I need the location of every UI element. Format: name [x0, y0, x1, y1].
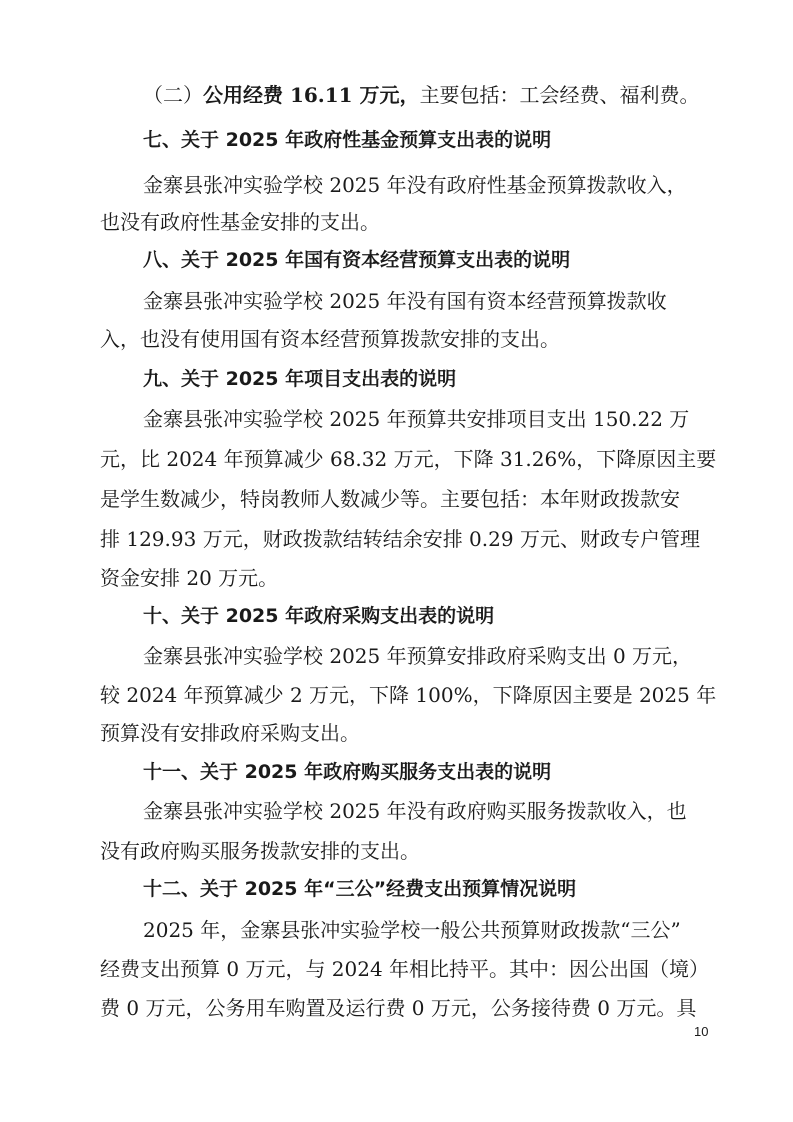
paragraph-line: 元，比 2024 年预算减少 68.32 万元，下降 31.26%，下降原因主要 [100, 447, 717, 471]
paragraph-line: 排 129.93 万元，财政拨款结转结余安排 0.29 万元、财政专户管理 [100, 527, 700, 551]
paragraph-line: 入，也没有使用国有资本经营预算拨款安排的支出。 [100, 327, 560, 351]
public-expense-amount: 公用经费 16.11 万元， [203, 83, 420, 107]
paragraph-line: 资金安排 20 万元。 [100, 566, 279, 590]
paragraph-line: 没有政府购买服务拨款安排的支出。 [100, 839, 420, 863]
paragraph-line: 2025 年，金寨县张冲实验学校一般公共预算财政拨款“三公” [143, 918, 681, 942]
section-heading-7: 七、关于 2025 年政府性基金预算支出表的说明 [143, 129, 552, 151]
paragraph-line: 金寨县张冲实验学校 2025 年预算共安排项目支出 150.22 万 [143, 407, 690, 431]
paragraph-line: 是学生数减少，特岗教师人数减少等。主要包括：本年财政拨款安 [100, 487, 680, 511]
section-heading-8: 八、关于 2025 年国有资本经营预算支出表的说明 [143, 249, 571, 271]
paragraph-line: 金寨县张冲实验学校 2025 年没有政府购买服务拨款收入，也 [143, 799, 687, 823]
section-heading-12: 十二、关于 2025 年“三公”经费支出预算情况说明 [143, 878, 577, 900]
paragraph-line: 也没有政府性基金安排的支出。 [100, 210, 380, 234]
page-number: 10 [694, 1024, 709, 1039]
paragraph-line: 金寨县张冲实验学校 2025 年没有政府性基金预算拨款收入， [143, 173, 687, 197]
section-heading-9: 九、关于 2025 年项目支出表的说明 [143, 368, 457, 390]
paragraph-line: 金寨县张冲实验学校 2025 年预算安排政府采购支出 0 万元， [143, 644, 693, 668]
paragraph-line: 经费支出预算 0 万元，与 2024 年相比持平。其中：因公出国（境） [100, 957, 710, 981]
paragraph-line: 较 2024 年预算减少 2 万元，下降 100%，下降原因主要是 2025 年 [100, 683, 717, 707]
public-expense-items: 主要包括：工会经费、福利费。 [419, 83, 700, 107]
section-heading-10: 十、关于 2025 年政府采购支出表的说明 [143, 605, 495, 627]
subsection-marker: （二） [143, 83, 203, 107]
paragraph-line: 预算没有安排政府采购支出。 [100, 721, 360, 745]
paragraph-line: 费 0 万元，公务用车购置及运行费 0 万元，公务接待费 0 万元。具 [100, 996, 697, 1020]
public-expense-line [143, 80, 700, 110]
section-heading-11: 十一、关于 2025 年政府购买服务支出表的说明 [143, 761, 552, 783]
paragraph-line: 金寨县张冲实验学校 2025 年没有国有资本经营预算拨款收 [143, 289, 667, 313]
